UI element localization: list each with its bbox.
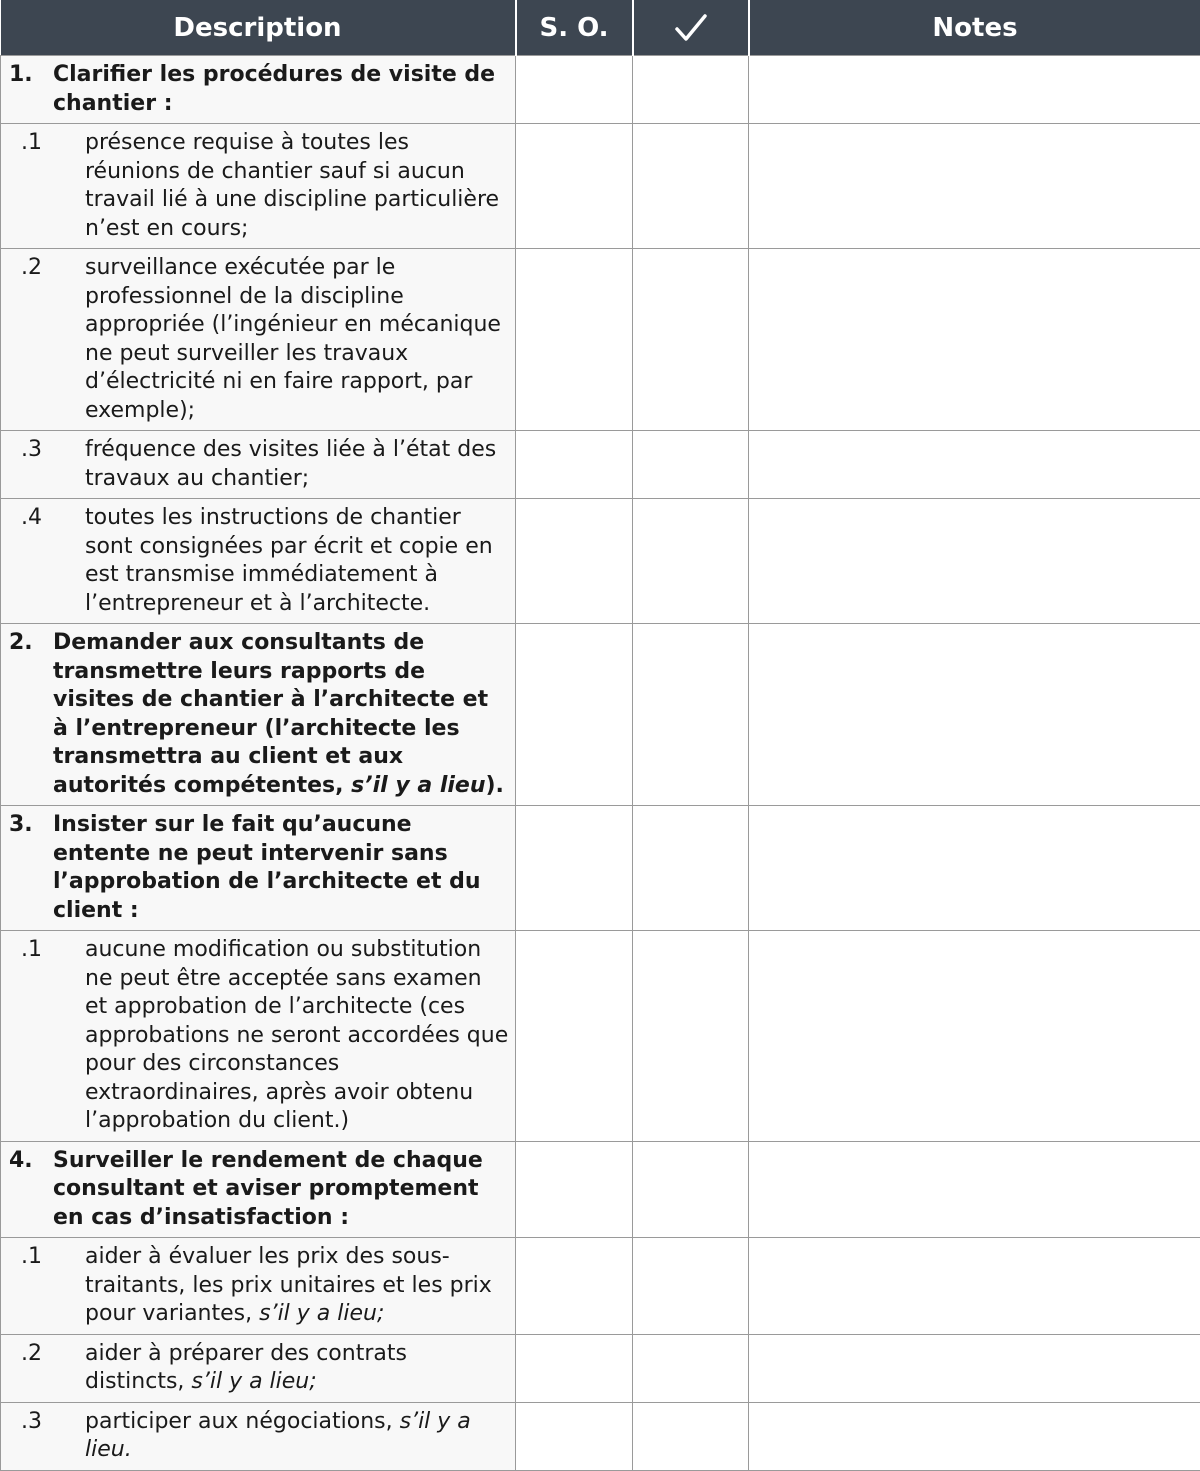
check-cell[interactable] [633,624,749,806]
so-cell[interactable] [516,1238,633,1335]
notes-cell[interactable] [749,499,1200,624]
table-row [1,1402,1200,1470]
item-text [85,437,496,491]
item-number: .4 [53,504,85,533]
item-number: .1 [53,936,85,965]
item-text [85,130,499,241]
item-text-italic: s’il y a lieu. [85,1409,471,1463]
header-row [1,0,1200,56]
table-row [1,1334,1200,1402]
so-cell[interactable] [516,1334,633,1402]
description-cell [1,56,516,124]
description-cell [1,124,516,249]
main-item [1,806,515,930]
so-cell[interactable] [516,56,633,124]
item-number: .1 [53,1243,85,1272]
header-check [633,0,749,56]
item-number: .1 [53,129,85,158]
table-row [1,431,1200,499]
item-text-body: aucune modification ou substitution ne peut être acceptée sans examen et approbation de l’architecte (ces approbations ne seront accordées que pour des circonstances extraordinaires, après avoir obtenu l’approbation du client.) [85,937,508,1133]
so-cell[interactable] [516,1402,633,1470]
description-cell [1,249,516,431]
description-cell [1,499,516,624]
notes-cell[interactable] [749,806,1200,931]
item-number: 1. [9,61,53,118]
description-cell [1,1238,516,1335]
item-text [85,937,508,1133]
item-text [53,629,509,800]
check-cell[interactable] [633,1141,749,1238]
table-row [1,1238,1200,1335]
item-text [53,811,509,925]
item-text [53,61,509,118]
item-number: .3 [53,1408,85,1437]
item-text-after: ). [486,773,504,798]
notes-cell[interactable] [749,249,1200,431]
so-cell[interactable] [516,499,633,624]
table-row [1,806,1200,931]
table-row [1,1141,1200,1238]
so-cell[interactable] [516,431,633,499]
table-row [1,499,1200,624]
notes-cell[interactable] [749,124,1200,249]
notes-cell[interactable] [749,624,1200,806]
sub-item [1,124,515,248]
item-text [85,255,501,423]
item-text [85,1341,407,1395]
item-number: .3 [53,436,85,465]
sub-item [1,499,515,623]
table-row [1,124,1200,249]
notes-cell[interactable] [749,56,1200,124]
table-row [1,624,1200,806]
so-cell[interactable] [516,124,633,249]
item-text-body: fréquence des visites liée à l’état des travaux au chantier; [85,437,496,491]
check-cell[interactable] [633,931,749,1142]
item-text-body: aider à évaluer les prix des sous-traitants, les prix unitaires et les prix pour variantes, [85,1244,492,1326]
header-description: Description [1,0,516,56]
item-text-body: Surveiller le rendement de chaque consultant et aviser promptement en cas d’insatisfaction : [53,1148,483,1230]
item-text-italic: s’il y a lieu; [259,1301,384,1326]
so-cell[interactable] [516,931,633,1142]
so-cell[interactable] [516,1141,633,1238]
item-text-italic: s’il y a lieu [351,773,485,798]
description-cell [1,931,516,1142]
table-row [1,931,1200,1142]
header-so: S. O. [516,0,633,56]
notes-cell[interactable] [749,431,1200,499]
check-cell[interactable] [633,1334,749,1402]
main-item [1,56,515,123]
main-item [1,1142,515,1238]
description-cell [1,1402,516,1470]
sub-item [1,931,515,1141]
item-text-body: Demander aux consultants de transmettre leurs rapports de visites de chantier à l’architecte et à l’entrepreneur (l’architecte les transmettra au client et aux autorités compétentes, [53,630,488,798]
so-cell[interactable] [516,249,633,431]
check-cell[interactable] [633,431,749,499]
check-cell[interactable] [633,56,749,124]
sub-item [1,1403,515,1470]
item-text-body: surveillance exécutée par le professionnel de la discipline appropriée (l’ingénieur en mécanique ne peut surveiller les travaux d’électricité ni en faire rapport, par exemple); [85,255,501,423]
item-text [85,1244,492,1326]
notes-cell[interactable] [749,1334,1200,1402]
check-cell[interactable] [633,249,749,431]
item-text-body: présence requise à toutes les réunions de chantier sauf si aucun travail lié à une discipline particulière n’est en cours; [85,130,499,241]
main-item [1,624,515,805]
checkmark-icon [674,12,708,44]
header-notes: Notes [749,0,1200,56]
check-cell[interactable] [633,1402,749,1470]
notes-cell[interactable] [749,1402,1200,1470]
item-text-body: participer aux négociations, [85,1409,400,1434]
description-cell [1,431,516,499]
description-cell [1,1334,516,1402]
so-cell[interactable] [516,624,633,806]
sub-item [1,1238,515,1334]
sub-item [1,249,515,430]
sub-item [1,431,515,498]
item-number: 2. [9,629,53,800]
item-text [53,1147,509,1233]
check-cell[interactable] [633,124,749,249]
sub-item [1,1335,515,1402]
item-number: 3. [9,811,53,925]
notes-cell[interactable] [749,1238,1200,1335]
check-cell[interactable] [633,1238,749,1335]
so-cell[interactable] [516,806,633,931]
check-cell[interactable] [633,806,749,931]
check-cell[interactable] [633,499,749,624]
item-number: 4. [9,1147,53,1233]
description-cell [1,1141,516,1238]
item-text [85,505,493,616]
notes-cell[interactable] [749,931,1200,1142]
description-cell [1,624,516,806]
item-text-body: aider à préparer des contrats distincts, [85,1341,407,1395]
item-number: .2 [53,254,85,283]
item-text-body: Clarifier les procédures de visite de chantier : [53,62,495,116]
table-row [1,249,1200,431]
item-text-body: Insister sur le fait qu’aucune entente ne peut intervenir sans l’approbation de l’architecte et du client : [53,812,481,923]
notes-cell[interactable] [749,1141,1200,1238]
description-cell [1,806,516,931]
item-text [85,1409,471,1463]
item-text-italic: s’il y a lieu; [191,1369,316,1394]
item-number: .2 [53,1340,85,1369]
item-text-body: toutes les instructions de chantier sont consignées par écrit et copie en est transmise immédiatement à l’entrepreneur et à l’architecte. [85,505,493,616]
table-row [1,56,1200,124]
